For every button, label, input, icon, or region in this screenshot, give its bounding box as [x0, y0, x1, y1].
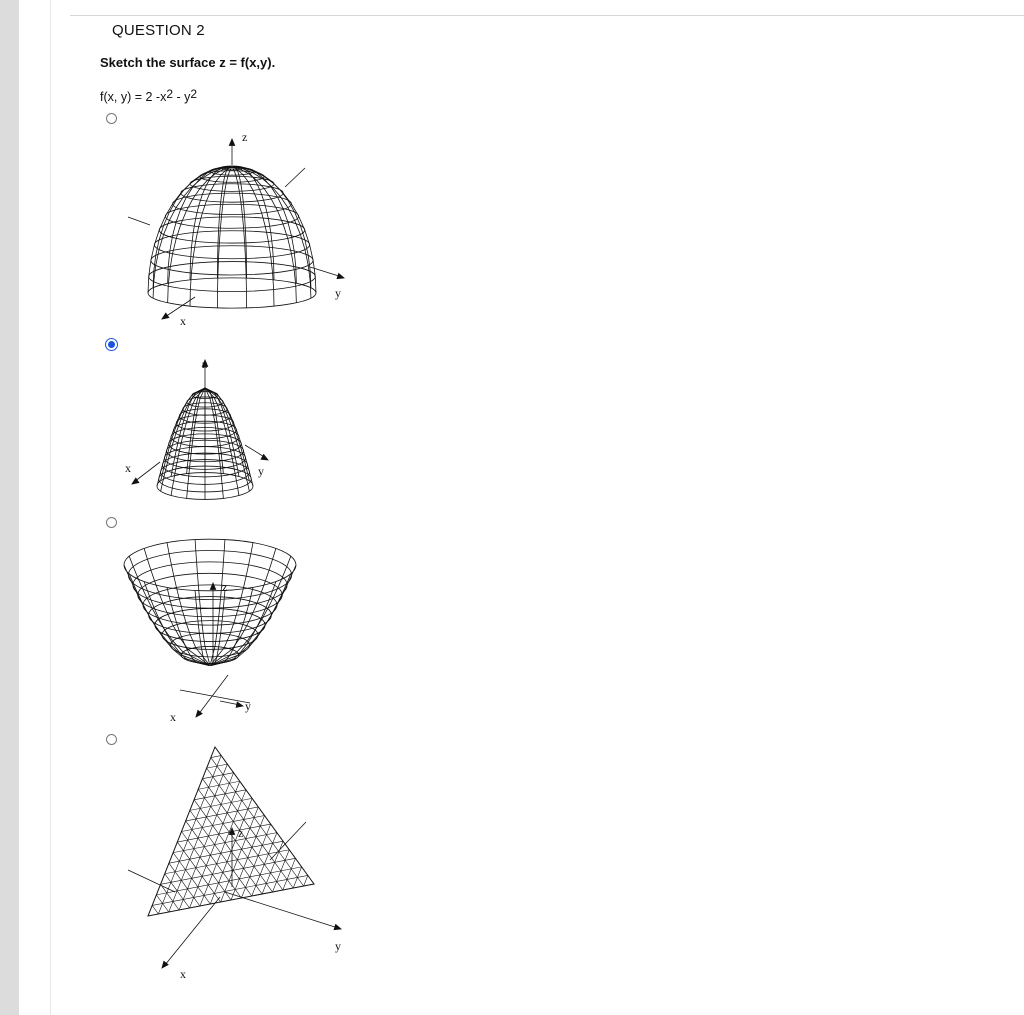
option-4-figure-plane: [120, 742, 360, 987]
hemisphere-lat-4: [159, 217, 304, 243]
option-3-radio[interactable]: [106, 517, 117, 528]
option-3-x-label: x: [170, 710, 176, 724]
option-3-figure-bowl: [120, 525, 310, 725]
plane-grid-a-15: [152, 875, 308, 905]
formula-mid: - y: [173, 90, 191, 104]
formula-exp-2: 2: [190, 87, 198, 101]
hemisphere-meridian-5: [217, 167, 232, 308]
bowl-meridian-12: [167, 543, 209, 665]
question-title: QUESTION 2: [112, 22, 205, 39]
left-gutter: [19, 0, 51, 1015]
option-2-y-label: y: [258, 464, 264, 478]
option-1-z-label: z: [242, 130, 248, 144]
option-2-radio-selected[interactable]: [105, 338, 118, 351]
hemisphere-meridian-4: [232, 167, 247, 308]
plane-grid-c-9: [221, 807, 259, 902]
plane-grid-a-1: [211, 756, 221, 758]
plane-grid-c-1: [304, 875, 308, 886]
bowl-meridian-14: [210, 540, 228, 665]
plane-grid-a-5: [194, 790, 246, 800]
plane-grid-c-14: [169, 764, 228, 912]
plane-grid-a-12: [165, 850, 290, 874]
option-1-y-label: y: [335, 286, 341, 300]
plane-grid-c-3: [283, 858, 296, 890]
formula-exp-1: 2: [166, 87, 174, 101]
plane-grid-a-13: [161, 858, 296, 884]
plane-grid-a-3: [202, 773, 233, 779]
bowl-x-axis: [198, 675, 228, 715]
option-3-z-label: z: [222, 580, 228, 594]
paraboloid-meridian-15: [205, 388, 249, 481]
option-4-radio[interactable]: [106, 734, 117, 745]
hemisphere-lat-5: [165, 204, 298, 228]
bowl-z-arrow: [210, 583, 215, 589]
option-2-x-label: x: [125, 461, 131, 475]
option-1-radio[interactable]: [106, 113, 117, 124]
hemisphere-lat-0: [148, 278, 316, 308]
hemisphere-y-arrow: [337, 273, 344, 278]
plane-grid-b-3: [161, 884, 180, 910]
hemisphere-axis-left: [128, 217, 150, 225]
option-1-figure-hemisphere: [120, 125, 360, 335]
plane-grid-b-1: [152, 905, 158, 914]
function-formula: [100, 87, 198, 104]
plane-grid-b-7: [177, 842, 220, 902]
option-4-z-label: z: [238, 826, 244, 840]
option-4-y-label: y: [335, 939, 341, 953]
plane-grid-b-12: [198, 789, 272, 892]
formula-main: f(x, y) = 2 -x: [100, 90, 167, 104]
hemisphere-lat-1: [149, 262, 316, 292]
bowl-meridian-15: [211, 543, 253, 665]
option-1-x-label: x: [180, 314, 186, 328]
bowl-y-arrow: [236, 702, 243, 707]
option-4-x-label: x: [180, 967, 186, 981]
plane-grid-b-14: [207, 768, 294, 888]
paraboloid-meridian-1: [205, 388, 249, 491]
hemisphere-axis-right: [285, 168, 305, 187]
hemisphere-lat-2: [151, 246, 313, 275]
plane-y-arrow: [334, 924, 341, 929]
top-divider: [70, 15, 1024, 16]
hemisphere-x-arrow: [162, 313, 169, 319]
option-3-y-label: y: [245, 699, 251, 713]
plane-y-axis: [225, 892, 338, 928]
option-2-figure-paraboloid: [120, 350, 290, 515]
bowl-meridian-13: [195, 540, 210, 665]
plane-axis-right: [270, 822, 306, 860]
paraboloid-meridian-9: [161, 388, 205, 481]
question-prompt: Sketch the surface z = f(x,y).: [100, 55, 276, 70]
plane-grid-a-9: [177, 824, 270, 842]
left-rail: [0, 0, 19, 1015]
option-2-z-label: z: [202, 357, 208, 371]
hemisphere-z-arrow: [229, 139, 234, 145]
paraboloid-meridian-7: [161, 388, 205, 491]
plane-grid-c-7: [241, 824, 270, 898]
paraboloid-x-axis: [134, 462, 160, 482]
